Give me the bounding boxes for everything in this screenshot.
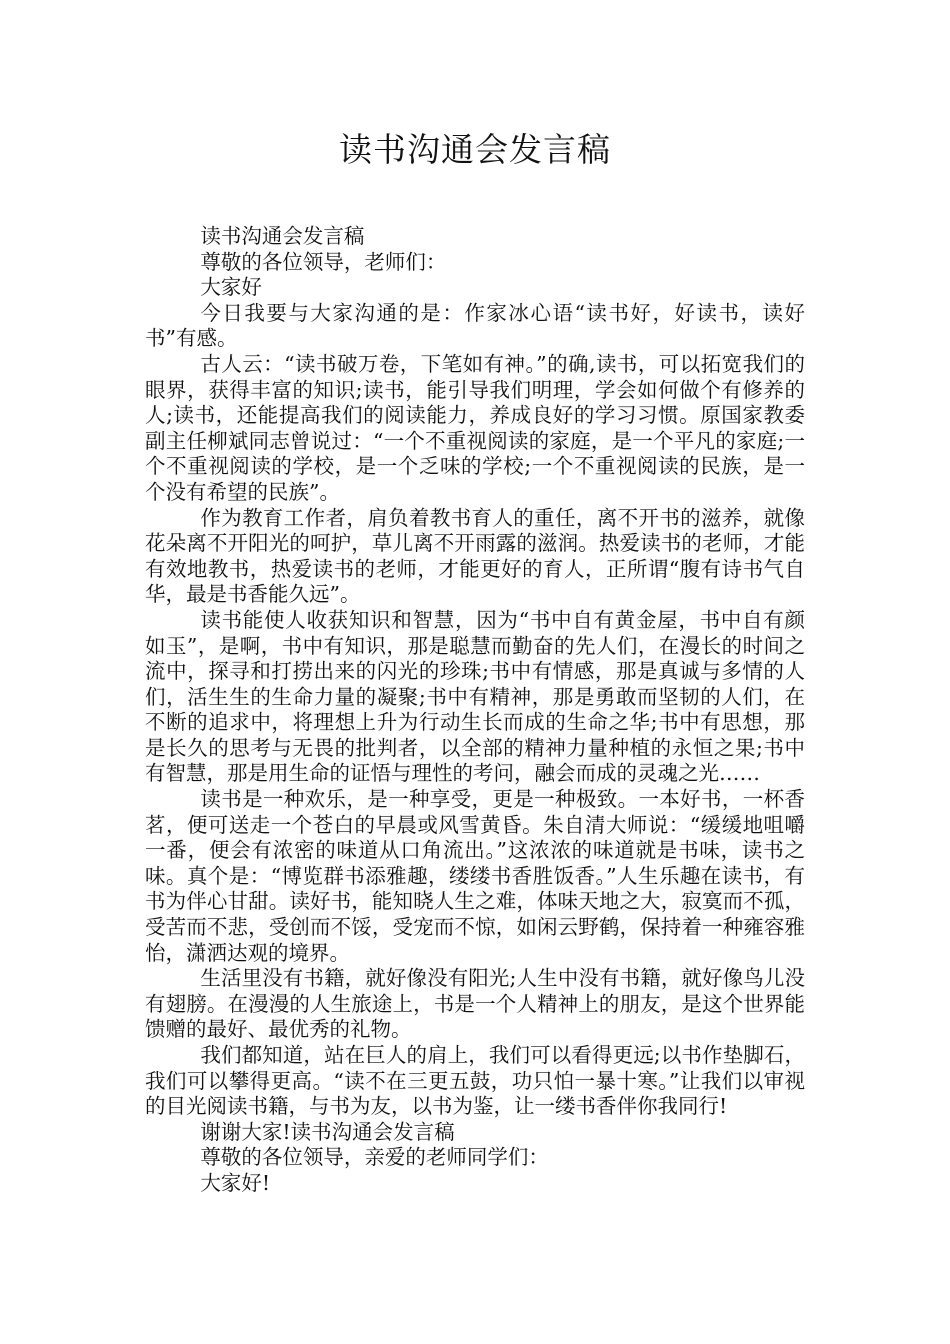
paragraph: 大家好 <box>200 275 262 300</box>
paragraph: 尊敬的各位领导，亲爱的老师同学们： <box>200 1145 549 1170</box>
paragraph: 大家好! <box>200 1170 271 1195</box>
paragraph: 读书是一种欢乐，是一种享受，更是一种极致。一本好书，一杯香茗，便可送走一个苍白的早晨或风雪黄昏。朱自清大师说：“缓缓地咀嚼一番，便会有浓密的味道从口角流出。”这浓浓的味道就是书味，读书之味。真个是：“博览群书添雅趣，缕缕书香胜饭香。”人生乐趣在读书，有书为伴心甘甜。读好书，能知晓人生之难，体味天地之大，寂寞而不孤，受苦而不悲，受创而不馁，受宠而不惊，如闲云野鹤，保持着一种雍容雅怡，潇洒达观的境界。 <box>145 787 805 965</box>
document-title: 读书沟通会发言稿 <box>339 130 611 169</box>
paragraph: 读书能使人收获知识和智慧，因为“书中自有黄金屋，书中自有颜如玉”，是啊，书中有知识，那是聪慧而勤奋的先人们，在漫长的时间之流中，探寻和打捞出来的闪光的珍珠;书中有情感，那是真诚与多情的人们，活生生的生命力量的凝聚;书中有精神，那是勇敢而坚韧的人们，在不断的追求中，将理想上升为行动生长而成的生命之华;书中有思想，那是长久的思考与无畏的批判者，以全部的精神力量种植的永恒之果;书中有智慧，那是用生命的证悟与理性的考问，融会而成的灵魂之光…… <box>145 607 805 786</box>
paragraph: 古人云：“读书破万卷，下笔如有神。”的确,读书，可以拓宽我们的眼界，获得丰富的知识;读书，能引导我们明理，学会如何做个有修养的人;读书，还能提高我们的阅读能力，养成良好的学习习惯。原国家教委副主任柳斌同志曾说过：“一个不重视阅读的家庭，是一个平凡的家庭;一个不重视阅读的学校，是一个乏味的学校;一个不重视阅读的民族，是一个没有希望的民族”。 <box>145 351 805 504</box>
paragraph: 生活里没有书籍，就好像没有阳光;人生中没有书籍，就好像鸟儿没有翅膀。在漫漫的人生旅途上，书是一个人精神上的朋友，是这个世界能馈赠的最好、最优秀的礼物。 <box>145 966 805 1042</box>
paragraph: 今日我要与大家沟通的是：作家冰心语“读书好，好读书，读好书”有感。 <box>145 300 805 351</box>
paragraph: 尊敬的各位领导，老师们： <box>200 249 447 274</box>
document-body <box>145 224 805 1197</box>
paragraph: 读书沟通会发言稿 <box>200 224 365 248</box>
paragraph: 作为教育工作者，肩负着教书育人的重任，离不开书的滋养，就像花朵离不开阳光的呵护，草儿离不开雨露的滋润。热爱读书的老师，才能有效地教书，热爱读书的老师，才能更好的育人，正所谓“腹有诗书气自华，最是书香能久远”。 <box>145 505 805 607</box>
paragraph: 谢谢大家!读书沟通会发言稿 <box>200 1119 455 1144</box>
paragraph: 我们都知道，站在巨人的肩上，我们可以看得更远;以书作垫脚石，我们可以攀得更高。“读不在三更五鼓，功只怕一暴十寒。”让我们以审视的目光阅读书籍，与书为友，以书为鉴，让一缕书香伴你我同行! <box>145 1043 805 1119</box>
